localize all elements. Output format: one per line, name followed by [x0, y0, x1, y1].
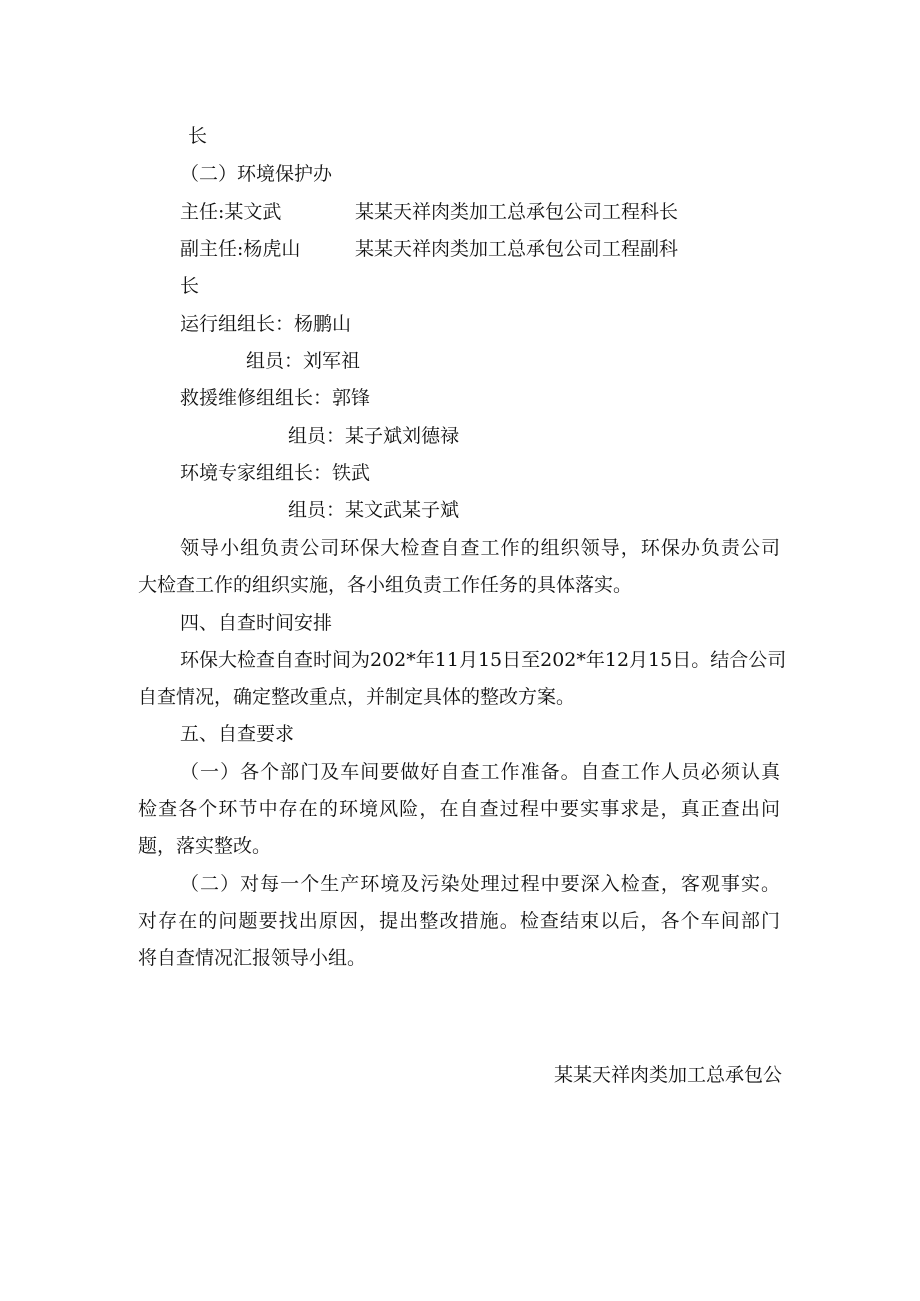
operation-group-members: 组员：刘军祖: [246, 350, 361, 372]
continued-text-line: 长: [180, 275, 200, 297]
requirement-2-line2: 对存在的问题要找出原因，提出整改措施。检查结束以后，各个车间部门: [138, 910, 780, 932]
deputy-label: 副主任:: [180, 238, 244, 260]
paragraph-time-line2: 自查情况，确定整改重点，并制定具体的整改方案。: [138, 686, 576, 708]
signature-company: 某某天祥肉类加工总承包公: [553, 1064, 782, 1086]
paragraph-time-line1: 环保大检查自查时间为202*年11月15日至202*年12月15日。结合公司: [180, 649, 787, 671]
requirement-1-line1: （一）各个部门及车间要做好自查工作准备。自查工作人员必须认真: [180, 761, 780, 783]
paragraph-lead-line1: 领导小组负责公司环保大检查自查工作的组织领导，环保办负责公司: [180, 537, 780, 559]
expert-group-members: 组员：某文武某子斌: [288, 499, 460, 521]
deputy-title: 某某天祥肉类加工总承包公司工程副科: [355, 238, 679, 260]
paragraph-lead-line2: 大检查工作的组织实施，各小组负责工作任务的具体落实。: [138, 574, 633, 596]
repair-group-leader: 救援维修组组长：郭锋: [180, 387, 371, 409]
operation-group-leader: 运行组组长：杨鹏山: [180, 313, 352, 335]
expert-group-leader: 环境专家组组长：铁武: [180, 462, 371, 484]
requirement-1-line3: 题，落实整改。: [138, 835, 272, 857]
director-row: [180, 200, 740, 224]
director-title: 某某天祥肉类加工总承包公司工程科长: [355, 201, 679, 223]
director-name: 某文武: [224, 201, 282, 223]
requirement-1-line2: 检查各个环节中存在的环境风险，在自查过程中要实事求是，真正查出问: [138, 798, 780, 820]
requirement-2-line3: 将自查情况汇报领导小组。: [138, 947, 367, 969]
director-label: 主任:: [180, 201, 225, 223]
repair-group-members: 组员：某子斌刘德禄: [288, 425, 460, 447]
section-heading-env-office: （二）环境保护办: [180, 163, 333, 185]
requirement-2-line1: （二）对每一个生产环境及污染处理过程中要深入检查，客观事实。: [180, 873, 780, 895]
deputy-name: 杨虎山: [243, 238, 301, 260]
heading-requirements: 五、自查要求: [180, 723, 295, 745]
continued-text-line: 长: [188, 125, 208, 147]
deputy-row: [180, 237, 740, 261]
heading-schedule: 四、自查时间安排: [180, 612, 333, 634]
